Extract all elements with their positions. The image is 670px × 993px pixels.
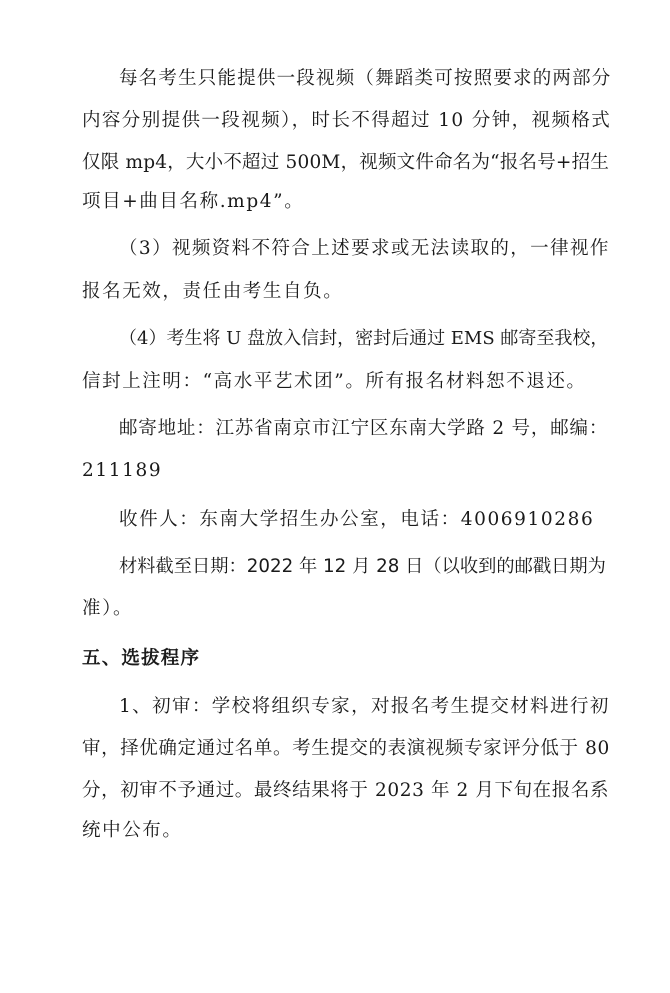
recipient-line: 收件人：东南大学招生办公室，电话：4006910286 — [119, 509, 595, 530]
paragraph-preliminary-line-4: 统中公布。 — [82, 820, 183, 841]
paragraph-item4-line-2: 信封上注明：“高水平艺术团”。所有报名材料恕不退还。 — [82, 371, 587, 392]
paragraph-video-line-1: 每名考生只能提供一段视频（舞蹈类可按照要求的两部分 — [119, 68, 612, 89]
section-heading-selection-procedure: 五、选拔程序 — [82, 648, 201, 669]
paragraph-video-line-2: 内容分别提供一段视频），时长不得超过 10 分钟，视频格式 — [82, 110, 612, 131]
paragraph-preliminary-line-3: 分，初审不予通过。最终结果将于 2023 年 2 月下旬在报名系 — [82, 780, 610, 801]
paragraph-item3-line-1: （3）视频资料不符合上述要求或无法读取的，一律视作 — [119, 238, 610, 259]
paragraph-video-line-3: 仅限 mp4，大小不超过 500M，视频文件命名为“报名号+招生 — [82, 152, 610, 173]
mailing-address-postcode: 211189 — [82, 460, 163, 481]
mailing-address-line-1: 邮寄地址：江苏省南京市江宁区东南大学路 2 号，邮编： — [119, 418, 609, 439]
paragraph-item3-line-2: 报名无效，责任由考生自负。 — [82, 281, 344, 302]
deadline-line-1: 材料截至日期：2022 年 12 月 28 日（以收到的邮戳日期为 — [119, 556, 606, 577]
paragraph-preliminary-line-1: 1、初审：学校将组织专家，对报名考生提交材料进行初 — [119, 696, 610, 717]
deadline-line-2: 准）。 — [82, 598, 134, 619]
paragraph-preliminary-line-2: 审，择优确定通过名单。考生提交的表演视频专家评分低于 80 — [82, 738, 610, 759]
paragraph-video-line-4: 项目+曲目名称.mp4”。 — [82, 191, 305, 212]
paragraph-item4-line-1: （4）考生将 U 盘放入信封，密封后通过 EMS 邮寄至我校， — [119, 328, 609, 349]
